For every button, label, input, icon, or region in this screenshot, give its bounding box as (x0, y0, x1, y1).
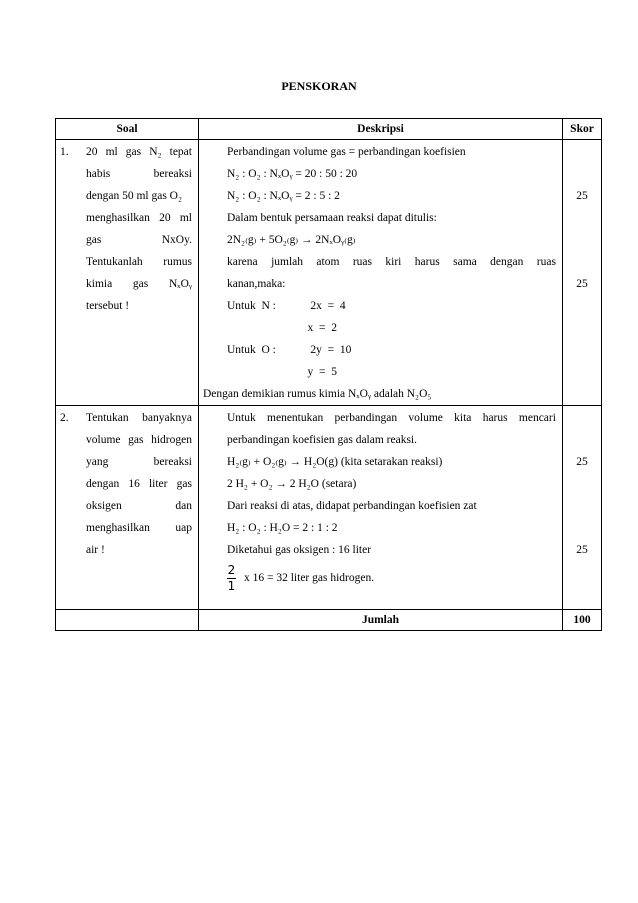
question-number (60, 539, 86, 561)
soal-line (60, 141, 192, 163)
question-number (60, 295, 86, 317)
soal-words (86, 273, 192, 295)
question-number (60, 251, 86, 273)
question-number (60, 495, 86, 517)
soal-word: oksigen (86, 500, 122, 512)
desc-line: H₂ : O₂ : H₂O = 2 : 1 : 2 (227, 522, 338, 534)
desc-word: perbandingan (334, 412, 398, 424)
soal-word: Tentukanlah (86, 256, 143, 268)
deskripsi-cell-2 (199, 406, 563, 610)
question-number (60, 273, 86, 295)
desc-word: ruas (352, 256, 372, 268)
table-row (56, 406, 602, 610)
soal-word: menghasilkan (86, 212, 150, 224)
soal-word: tersebut ! (86, 300, 130, 312)
soal-word: bereaksi (153, 168, 192, 180)
soal-words (86, 163, 192, 185)
desc-word: mencari (518, 412, 556, 424)
desc-line: N₂ : O₂ : NₓOᵧ = 2 : 5 : 2 (227, 190, 340, 202)
soal-line (60, 407, 192, 429)
soal-text-1 (60, 141, 192, 317)
soal-line (60, 185, 192, 207)
desc-line: 2 H₂ + O₂ → 2 H₂O (setara) (227, 478, 357, 490)
header-soal: Soal (56, 119, 199, 140)
soal-word: dan (175, 500, 192, 512)
soal-words (86, 539, 192, 561)
desc-line: kanan,maka: (227, 278, 286, 290)
soal-cell-2 (56, 406, 199, 610)
soal-word: 16 (128, 478, 140, 490)
soal-word: N₂ (149, 146, 162, 158)
desc-line: x = 2 (227, 322, 337, 334)
desc-word: kiri (385, 256, 402, 268)
soal-text-2 (60, 407, 192, 561)
soal-words (86, 451, 192, 473)
desc-line (227, 251, 556, 273)
skor-value: 25 (576, 190, 588, 202)
desc-word: Untuk (227, 412, 256, 424)
soal-words (86, 295, 192, 317)
desc-word: atom (316, 256, 340, 268)
desc-word: harus (482, 412, 508, 424)
soal-line (60, 163, 192, 185)
soal-word: menghasilkan (86, 522, 150, 534)
soal-word: hidrogen (151, 434, 192, 446)
soal-word: volume (86, 434, 121, 446)
total-row (56, 610, 602, 631)
skor-cell-2 (563, 406, 602, 610)
desc-word: jumlah (271, 256, 304, 268)
desc-line: Untuk N : 2x = 4 (227, 300, 346, 312)
soal-line (60, 539, 192, 561)
soal-line (60, 451, 192, 473)
question-number (60, 185, 86, 207)
soal-line (60, 251, 192, 273)
total-label: Jumlah (199, 610, 563, 631)
soal-words (86, 473, 192, 495)
deskripsi-cell-1 (199, 140, 563, 406)
desc-word: dengan (490, 256, 524, 268)
table-header-row (56, 119, 602, 140)
question-number (60, 473, 86, 495)
soal-words (86, 495, 192, 517)
fraction-text: x 16 = 32 liter gas hidrogen. (244, 572, 375, 584)
soal-line (60, 473, 192, 495)
soal-word: tepat (169, 146, 192, 158)
soal-cell-1 (56, 140, 199, 406)
total-value: 100 (563, 610, 602, 631)
question-number (60, 207, 86, 229)
soal-line (60, 429, 192, 451)
page-title: PENSKORAN (281, 79, 357, 93)
soal-word: dengan (86, 478, 120, 490)
soal-line (60, 495, 192, 517)
soal-word: ml (105, 146, 118, 158)
desc-line: Untuk O : 2y = 10 (227, 344, 352, 356)
desc-word: kita (454, 412, 472, 424)
soal-words (86, 251, 192, 273)
question-number (60, 517, 86, 539)
soal-line (60, 229, 192, 251)
desc-line: Dari reaksi di atas, didapat perbandingan koefisien zat (227, 500, 477, 512)
skor-cell-1 (563, 140, 602, 406)
total-empty-cell (56, 610, 199, 631)
desc-line: H₂₍g₎ + O₂₍g₎ → H₂O(g) (kita setarakan reaksi) (227, 456, 443, 468)
soal-word: gas (176, 478, 192, 490)
soal-word: gas (125, 146, 142, 158)
soal-words (86, 229, 192, 251)
soal-words (86, 429, 192, 451)
desc-justified-line (227, 251, 556, 273)
skor-value: 25 (576, 278, 588, 290)
soal-word: yang (86, 456, 109, 468)
header-deskripsi: Deskripsi (199, 119, 563, 140)
soal-line (60, 207, 192, 229)
soal-word: 20 (159, 212, 171, 224)
soal-word: habis (86, 168, 111, 180)
question-number (60, 451, 86, 473)
soal-words (86, 185, 192, 207)
soal-word: gas (86, 234, 102, 246)
soal-words (86, 207, 192, 229)
question-number (60, 163, 86, 185)
soal-word: ml (179, 212, 192, 224)
desc-line: Diketahui gas oksigen : 16 liter (227, 544, 372, 556)
desc-line: y = 5 (227, 366, 337, 378)
fraction-numerator: 2 (227, 562, 236, 577)
desc-word: karena (227, 256, 258, 268)
desc-word: menentukan (267, 412, 324, 424)
soal-line (60, 295, 192, 317)
soal-word: Tentukan (86, 412, 129, 424)
fraction-denominator: 1 (227, 578, 236, 593)
soal-line (60, 273, 192, 295)
desc-conclusion: Dengan demikian rumus kimia NₓOᵧ adalah N₂O₅ (203, 388, 432, 400)
soal-word: rumus (163, 256, 192, 268)
table-row (56, 140, 602, 406)
skor-value: 25 (576, 456, 588, 468)
soal-word: air ! (86, 544, 105, 556)
soal-words (86, 517, 192, 539)
soal-word: uap (175, 522, 192, 534)
soal-word: NxOy. (161, 234, 192, 246)
soal-word: dengan 50 ml gas O₂ (86, 190, 182, 202)
soal-words (86, 141, 192, 163)
desc-line: perbandingan koefisien gas dalam reaksi. (227, 434, 418, 446)
question-number (60, 229, 86, 251)
desc-line: Dalam bentuk persamaan reaksi dapat ditulis: (227, 212, 437, 224)
desc-line: Perbandingan volume gas = perbandingan koefisien (227, 146, 466, 158)
desc-line: N₂ : O₂ : NₓOᵧ = 20 : 50 : 20 (227, 168, 358, 180)
desc-fraction-line (227, 561, 556, 595)
header-skor: Skor (563, 119, 602, 140)
soal-word: kimia (86, 278, 113, 290)
desc-word: ruas (536, 256, 556, 268)
soal-word: gas (128, 434, 144, 446)
soal-word: NₓOᵧ (168, 278, 192, 290)
soal-word: liter (148, 478, 168, 490)
soal-word: 20 (86, 146, 98, 158)
desc-line (227, 407, 556, 429)
desc-word: harus (414, 256, 440, 268)
scoring-table (55, 118, 602, 631)
soal-word: gas (132, 278, 149, 290)
desc-justified-line (227, 407, 556, 429)
question-number: 2. (60, 412, 69, 424)
question-number: 1. (60, 146, 69, 158)
skor-value: 25 (576, 544, 588, 556)
fraction (227, 564, 236, 593)
question-number (60, 429, 86, 451)
desc-word: sama (453, 256, 477, 268)
desc-word: volume (408, 412, 443, 424)
soal-line (60, 517, 192, 539)
soal-word: bereaksi (153, 456, 192, 468)
soal-words (86, 407, 192, 429)
desc-line: 2N₂₍g₎ + 5O₂₍g₎ → 2NₓOᵧ₍g₎ (227, 234, 356, 246)
soal-word: banyaknya (142, 412, 192, 424)
